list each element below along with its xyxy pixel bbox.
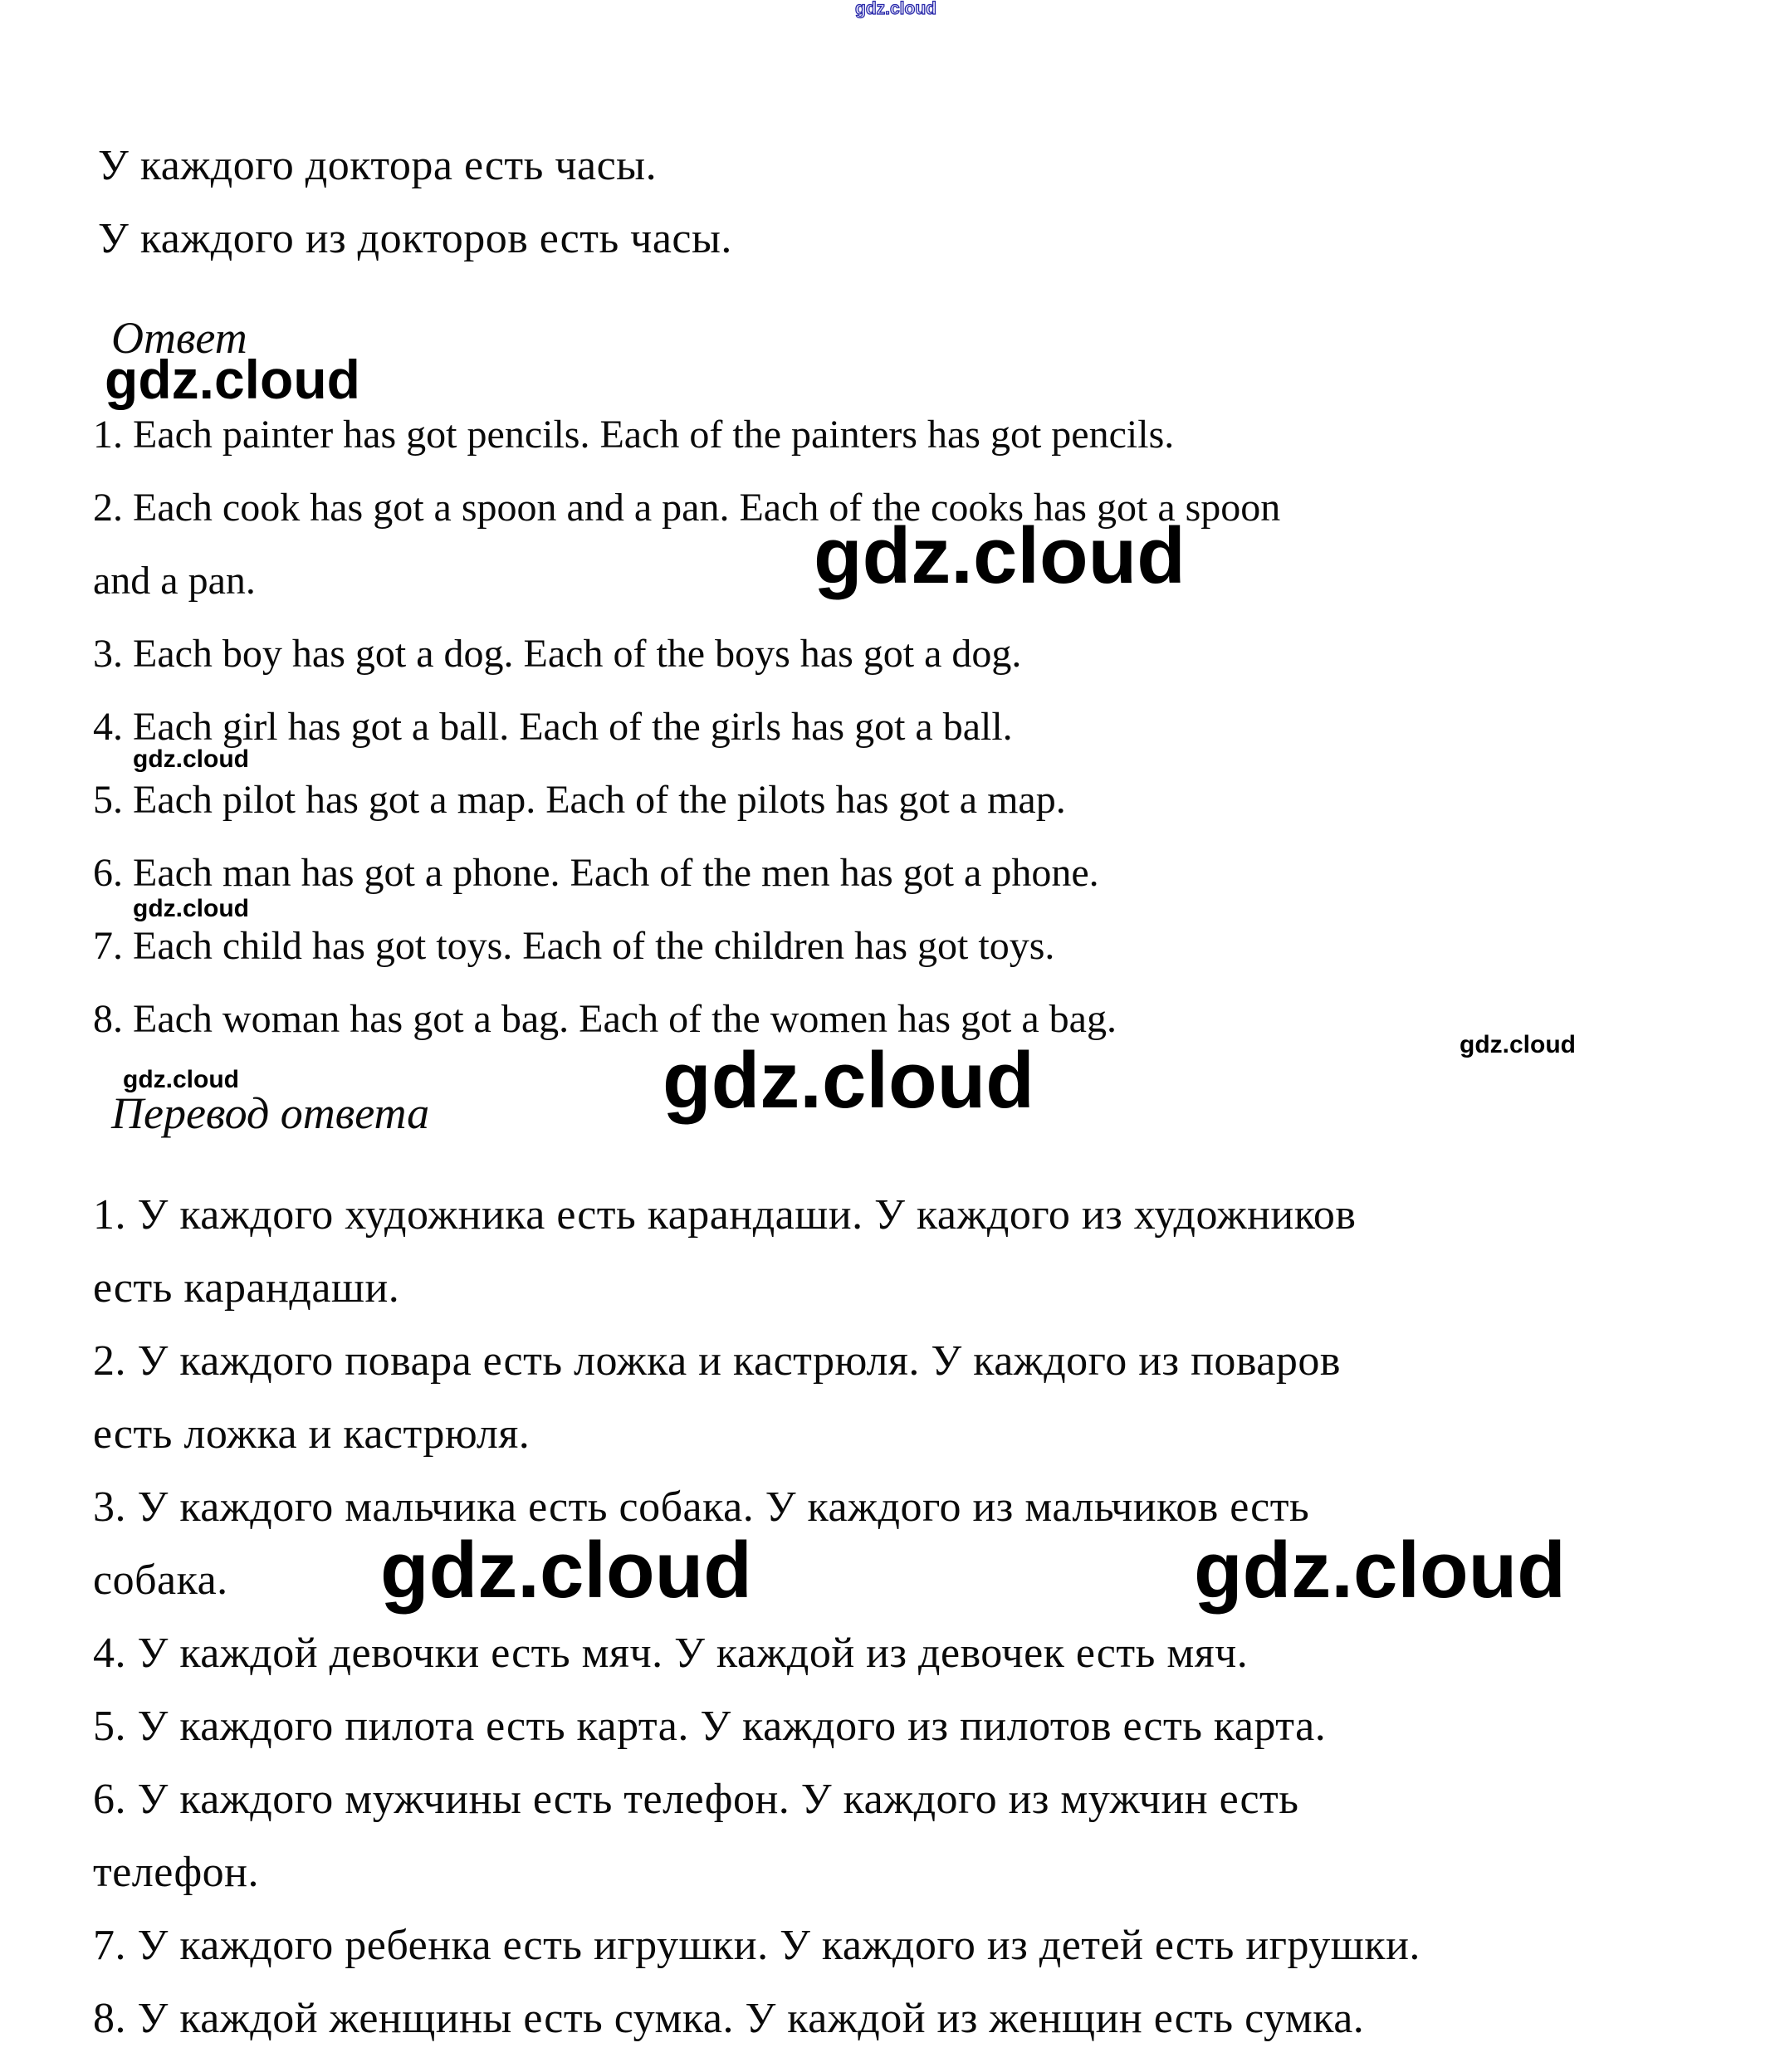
translation-line-8: 8. У каждой женщины есть сумка. У каждой из женщин есть сумка. bbox=[93, 1995, 1365, 2042]
gdz-cloud-watermark-top: gdz.cloud bbox=[855, 0, 936, 18]
answer-heading: Ответ bbox=[111, 313, 247, 363]
gdz-cloud-watermark-small-right: gdz.cloud bbox=[1460, 1031, 1576, 1058]
answer-line-3: 3. Each boy has got a dog. Each of the boys has got a dog. bbox=[93, 632, 1022, 676]
answer-line-6: 6. Each man has got a phone. Each of the men has got a phone. bbox=[93, 851, 1099, 895]
translation-heading: Перевод ответа bbox=[111, 1088, 430, 1138]
translation-line-1: 1. У каждого художника есть карандаши. У каждого из художников bbox=[93, 1191, 1357, 1239]
translation-line-6-wrap: телефон. bbox=[93, 1849, 259, 1896]
answer-line-2-wrap: and a pan. bbox=[93, 559, 256, 603]
intro-sentence-2: У каждого из докторов есть часы. bbox=[98, 215, 732, 262]
intro-sentence-1: У каждого доктора есть часы. bbox=[98, 142, 658, 189]
gdz-cloud-watermark-center-2: gdz.cloud bbox=[663, 1036, 1034, 1125]
gdz-cloud-watermark-big-right: gdz.cloud bbox=[1194, 1526, 1566, 1615]
answer-line-4: 4. Each girl has got a ball. Each of the girls has got a ball. bbox=[93, 705, 1013, 749]
translation-line-6: 6. У каждого мужчины есть телефон. У каждого из мужчин есть bbox=[93, 1776, 1299, 1823]
answer-line-7: 7. Each child has got toys. Each of the children has got toys. bbox=[93, 924, 1055, 968]
gdz-cloud-watermark-answer: gdz.cloud bbox=[105, 349, 360, 410]
translation-line-3-wrap: собака. bbox=[93, 1556, 228, 1604]
translation-line-5: 5. У каждого пилота есть карта. У каждого из пилотов есть карта. bbox=[93, 1703, 1327, 1750]
translation-line-3: 3. У каждого мальчика есть собака. У каждого из мальчиков есть bbox=[93, 1483, 1310, 1531]
gdz-cloud-watermark-small-1: gdz.cloud bbox=[133, 745, 249, 773]
translation-line-7: 7. У каждого ребенка есть игрушки. У каждого из детей есть игрушки. bbox=[93, 1922, 1420, 1969]
gdz-cloud-watermark-small-3: gdz.cloud bbox=[123, 1066, 239, 1093]
answer-line-1: 1. Each painter has got pencils. Each of the painters has got pencils. bbox=[93, 413, 1175, 457]
gdz-cloud-watermark-center-1: gdz.cloud bbox=[814, 511, 1186, 600]
answer-line-5: 5. Each pilot has got a map. Each of the pilots has got a map. bbox=[93, 778, 1066, 822]
gdz-cloud-watermark-big-left: gdz.cloud bbox=[380, 1526, 752, 1615]
translation-line-2: 2. У каждого повара есть ложка и кастрюля. У каждого из поваров bbox=[93, 1337, 1341, 1385]
answer-line-2: 2. Each cook has got a spoon and a pan. Each of the cooks has got a spoon bbox=[93, 486, 1281, 530]
answer-line-8: 8. Each woman has got a bag. Each of the women has got a bag. bbox=[93, 997, 1117, 1041]
translation-line-1-wrap: есть карандаши. bbox=[93, 1264, 400, 1312]
translation-line-4: 4. У каждой девочки есть мяч. У каждой из девочек есть мяч. bbox=[93, 1630, 1249, 1677]
translation-line-2-wrap: есть ложка и кастрюля. bbox=[93, 1410, 531, 1458]
gdz-cloud-watermark-small-2: gdz.cloud bbox=[133, 895, 249, 922]
